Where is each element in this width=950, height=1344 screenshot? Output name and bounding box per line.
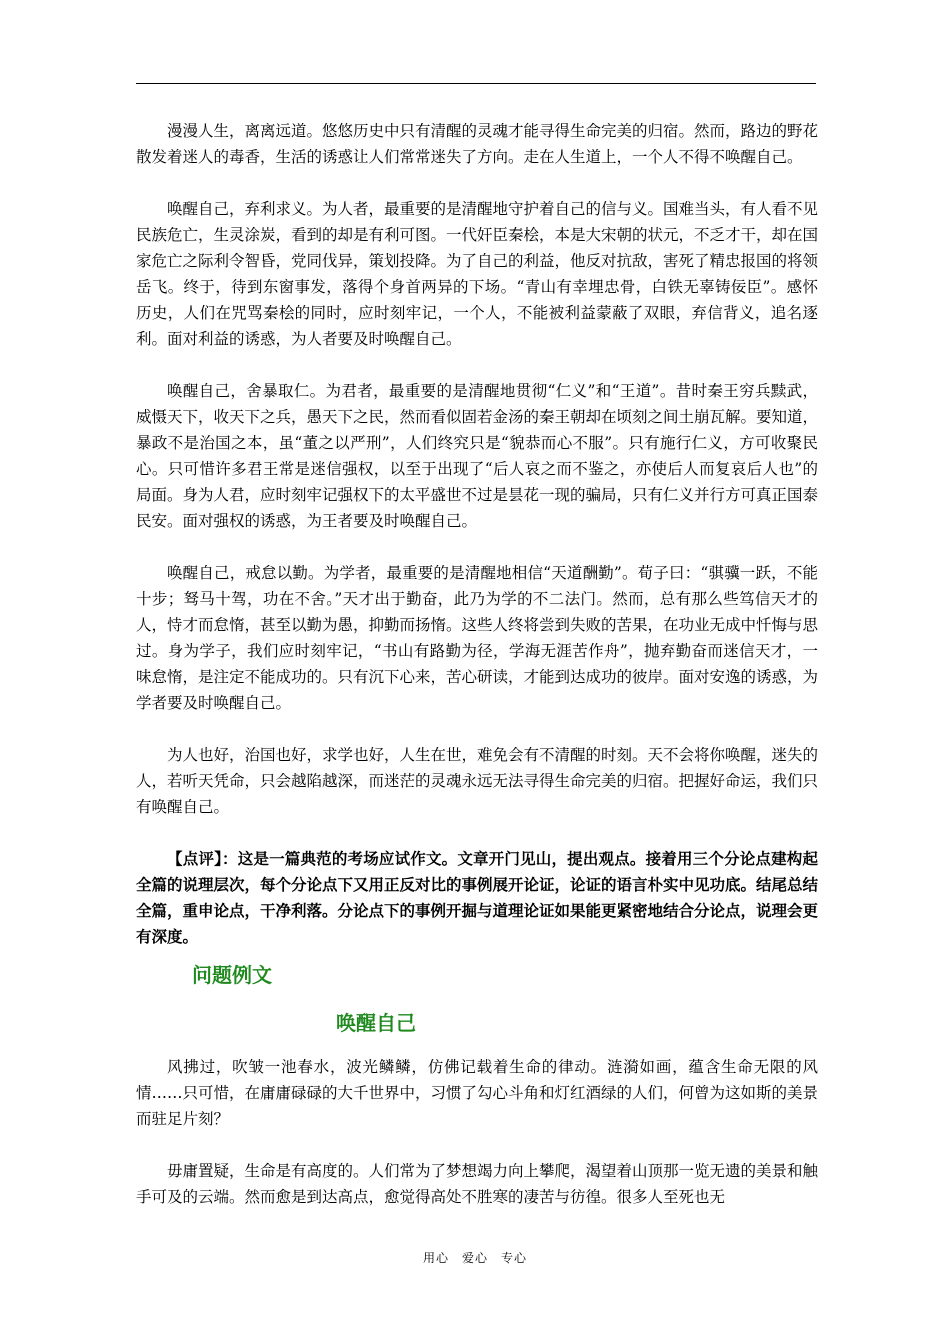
page-footer: 用心 爱心 专心 bbox=[422, 1251, 527, 1265]
body-paragraph-1: 漫漫人生，离离远道。悠悠历史中只有清醒的灵魂才能寻得生命完美的归宿。然而，路边的野花散发着迷人的毒香，生活的诱惑让人们常常迷失了方向。走在人生道上，一个人不得不唤醒自己。 bbox=[136, 122, 819, 166]
body-paragraph-4: 唤醒自己，戒怠以勤。为学者，最重要的是清醒地相信“天道酬勤”。荀子曰：“骐骥一跃，不能十步；驽马十驾，功在不舍。”天才出于勤奋，此乃为学的不二法门。然而，总有那么些笃信天才的人，恃才而怠惰，甚至以勤为愚，抑勤而扬惰。这些人终将尝到失败的苦果，在功业无成中忏悔与思过。身为学子，我们应时刻牢记，“书山有路勤为径，学海无涯苦作舟”，抛弃勤奋而迷信天才，一味怠惰，是注定不能成功的。只有沉下心来，苦心研读，才能到达成功的彼岸。面对安逸的诱惑，为学者要及时唤醒自己。 bbox=[136, 564, 819, 712]
review-text: ：这是一篇典范的考场应试作文。文章开门见山，提出观点。接着用三个分论点建构起全篇的说理层次，每个分论点下又用正反对比的事例展开论证，论证的语言朴实中见功底。结尾总结全篇，重申论点，干净利落。分论点下的事例开掘与道理论证如果能更紧密地结合分论点，说理会更有深度。 bbox=[136, 849, 819, 946]
header-rule bbox=[136, 83, 816, 84]
body-paragraph-5: 为人也好，治国也好，求学也好，人生在世，难免会有不清醒的时刻。天不会将你唤醒，迷失的人，若听天凭命，只会越陷越深，而迷茫的灵魂永远无法寻得生命完美的归宿。把握好命运，我们只有唤醒自己。 bbox=[136, 746, 819, 816]
body-paragraph-2: 唤醒自己，弃利求义。为人者，最重要的是清醒地守护着自己的信与义。国难当头，有人看不见民族危亡，生灵涂炭，看到的却是有利可图。一代奸臣秦桧，本是大宋朝的状元，不乏才干，却在国家危亡之际利令智昏，党同伐异，策划投降。为了自己的利益，他反对抗敌，害死了精忠报国的将领岳飞。终于，待到东窗事发，落得个身首两异的下场。“青山有幸埋忠骨，白铁无辜铸佞臣”。感怀历史，人们在咒骂秦桧的同时，应时刻牢记，一个人，不能被利益蒙蔽了双眼，弃信背义，追名逐利。面对利益的诱惑，为人者要及时唤醒自己。 bbox=[136, 200, 819, 348]
review-paragraph bbox=[136, 846, 818, 950]
body-paragraph-3: 唤醒自己，舍暴取仁。为君者，最重要的是清醒地贯彻“仁义”和“王道”。昔时秦王穷兵黩武，威慑天下，收天下之兵，愚天下之民，然而看似固若金汤的秦王朝却在顷刻之间土崩瓦解。要知道，暴政不是治国之本，虽“董之以严刑”，人们终究只是“貌恭而心不服”。只有施行仁义，方可收聚民心。只可惜许多君王常是迷信强权，以至于出现了“后人哀之而不鉴之，亦使后人而复哀后人也”的局面。身为人君，应时刻牢记强权下的太平盛世不过是昙花一现的骗局，只有仁义并行方可真正国泰民安。面对强权的诱惑，为王者要及时唤醒自己。 bbox=[136, 382, 819, 530]
review-label: 【点评】 bbox=[167, 849, 223, 868]
essay-paragraph-1: 风拂过，吹皱一池春水，波光鳞鳞，仿佛记载着生命的律动。涟漪如画，蕴含生命无限的风情……只可惜，在庸庸碌碌的大千世界中，习惯了勾心斗角和灯红酒绿的人们，何曾为这如斯的美景而驻足片刻？ bbox=[136, 1058, 819, 1128]
essay-paragraph-2: 毋庸置疑，生命是有高度的。人们常为了梦想竭力向上攀爬，渴望着山顶那一览无遗的美景和触手可及的云端。然而愈是到达高点，愈觉得高处不胜寒的凄苦与彷徨。很多人至死也无 bbox=[136, 1162, 819, 1206]
essay-title: 唤醒自己 bbox=[336, 1011, 416, 1035]
document-body bbox=[136, 118, 818, 1236]
section-heading: 问题例文 bbox=[192, 963, 272, 987]
